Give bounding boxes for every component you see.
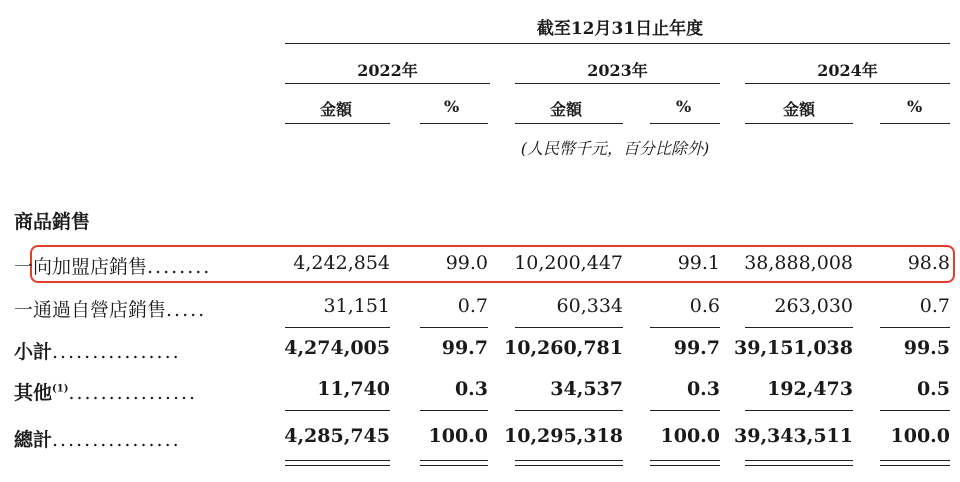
sub-rule-p1: [420, 123, 488, 124]
cell-2022-percent: 99.7: [441, 337, 488, 359]
subtotal-rule-p1: [420, 327, 488, 328]
total-rule-a2: [515, 410, 623, 411]
table-row-franchise: [0, 252, 960, 282]
double-rule-a1-bottom: [285, 465, 390, 466]
cell-2022-amount: 4,285,745: [284, 425, 390, 447]
sub-rule-p3: [880, 123, 950, 124]
cell-2023-percent: 99.1: [677, 252, 720, 274]
double-rule-a3-top: [745, 460, 853, 461]
cell-2023-percent: 0.3: [686, 378, 720, 400]
subtotal-rule-p3: [880, 327, 950, 328]
subtotal-rule-p2: [650, 327, 720, 328]
section-title: 商品銷售: [14, 211, 91, 233]
cell-2024-amount: 192,473: [767, 378, 853, 400]
row-label: 小計................: [14, 341, 181, 363]
cell-2024-percent: 0.5: [916, 378, 950, 400]
cell-2022-amount: 4,274,005: [284, 337, 390, 359]
subtotal-rule-a2: [515, 327, 623, 328]
cell-2022-percent: 0.3: [454, 378, 488, 400]
sub-rule-a2: [515, 123, 623, 124]
cell-2023-amount: 10,295,318: [504, 425, 623, 447]
cell-2022-percent: 0.7: [457, 295, 488, 317]
cell-2024-amount: 39,151,038: [734, 337, 853, 359]
total-rule-p1: [420, 410, 488, 411]
cell-2024-percent: 100.0: [890, 425, 950, 447]
sub-rule-a1: [285, 123, 390, 124]
row-label: 其他$^{(1)}$................: [14, 382, 198, 404]
cell-2023-amount: 10,200,447: [514, 252, 623, 274]
year-2022: 2022年: [357, 61, 418, 80]
cell-2023-amount: 34,537: [550, 378, 623, 400]
cell-2023-percent: 99.7: [673, 337, 720, 359]
subtotal-rule-a1: [285, 327, 390, 328]
cell-2022-percent: 100.0: [428, 425, 488, 447]
header-rule-top: [285, 43, 950, 44]
double-rule-p3-top: [880, 460, 950, 461]
table-row-self-operated: [0, 295, 960, 325]
period-title: 截至12月31日止年度: [536, 19, 704, 39]
table-row-total: [0, 425, 960, 455]
double-rule-p1-bottom: [420, 465, 488, 466]
cell-2022-amount: 4,242,854: [293, 252, 390, 274]
cell-2023-amount: 60,334: [556, 295, 623, 317]
cell-2023-percent: 0.6: [689, 295, 720, 317]
year-rule-2023: [515, 83, 720, 84]
double-rule-a2-top: [515, 460, 623, 461]
year-2024: 2024年: [817, 61, 878, 80]
cell-2022-percent: 99.0: [445, 252, 488, 274]
double-rule-p3-bottom: [880, 465, 950, 466]
percent-header-2022: %: [444, 97, 460, 116]
double-rule-a3-bottom: [745, 465, 853, 466]
amount-header-2024: 金額: [783, 100, 816, 119]
cell-2024-percent: 0.7: [919, 295, 950, 317]
year-2023: 2023年: [587, 61, 648, 80]
footnote-marker: (1): [52, 383, 69, 395]
total-rule-p2: [650, 410, 720, 411]
row-label: 總計................: [14, 429, 181, 451]
row-label: 一通過自營店銷售.....: [14, 299, 207, 321]
sub-rule-a3: [745, 123, 853, 124]
cell-2022-amount: 31,151: [323, 295, 390, 317]
percent-header-2023: %: [676, 97, 692, 116]
double-rule-p2-top: [650, 460, 720, 461]
unit-note: (人民幣千元，百分比除外): [520, 139, 710, 158]
row-label: 一向加盟店銷售........: [14, 256, 212, 278]
cell-2023-amount: 10,260,781: [504, 337, 623, 359]
sub-rule-p2: [650, 123, 720, 124]
table-row-subtotal: [0, 337, 960, 367]
double-rule-a1-top: [285, 460, 390, 461]
amount-header-2022: 金額: [320, 100, 353, 119]
cell-2024-percent: 98.8: [907, 252, 950, 274]
double-rule-a2-bottom: [515, 465, 623, 466]
double-rule-p2-bottom: [650, 465, 720, 466]
year-rule-2022: [285, 83, 490, 84]
total-rule-a3: [745, 410, 853, 411]
cell-2024-amount: 263,030: [774, 295, 853, 317]
cell-2024-amount: 38,888,008: [744, 252, 853, 274]
total-rule-a1: [285, 410, 390, 411]
amount-header-2023: 金額: [550, 100, 583, 119]
total-rule-p3: [880, 410, 950, 411]
double-rule-p1-top: [420, 460, 488, 461]
cell-2023-percent: 100.0: [660, 425, 720, 447]
cell-2022-amount: 11,740: [317, 378, 390, 400]
cell-2024-percent: 99.5: [903, 337, 950, 359]
subtotal-rule-a3: [745, 327, 853, 328]
percent-header-2024: %: [907, 97, 923, 116]
table-row-others: [0, 378, 960, 408]
year-rule-2024: [745, 83, 950, 84]
cell-2024-amount: 39,343,511: [734, 425, 853, 447]
